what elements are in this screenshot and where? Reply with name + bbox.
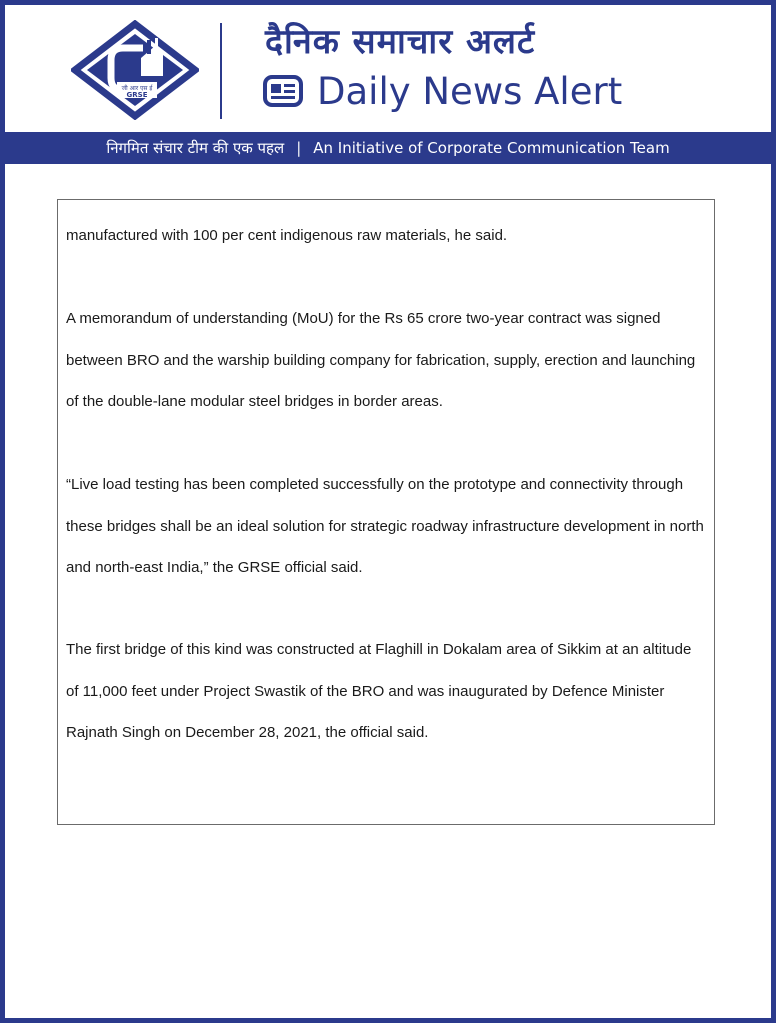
band-separator: | <box>296 139 302 157</box>
header-divider <box>220 23 222 119</box>
band-hindi-text: निगमित संचार टीम की एक पहल <box>106 139 285 157</box>
article-paragraph-2: A memorandum of understanding (MoU) for the Rs 65 crore two-year contract was signed between BRO and the warship building company for fabrication, supply, erection and launching of the double-lane modular steel bridges in border areas. <box>66 310 696 410</box>
logo-brand-text: GRSE <box>126 91 148 99</box>
header <box>5 5 771 132</box>
title-english-row <box>263 67 622 115</box>
grse-logo <box>71 20 199 120</box>
title-english: Daily News Alert <box>317 69 623 113</box>
band-english-text: An Initiative of Corporate Communication Team <box>313 139 670 157</box>
newspaper-icon <box>263 74 303 108</box>
article-paragraph-3: “Live load testing has been completed successfully on the prototype and connectivity through these bridges shall be an ideal solution for strategic roadway infrastructure development in north and north-east India,” the GRSE official said. <box>66 476 704 576</box>
logo-hindi-text: जी आर एस ई <box>121 85 153 92</box>
article-paragraph-4: The first bridge of this kind was constructed at Flaghill in Dokalam area of Sikkim at an altitude of 11,000 feet under Project Swastik of the BRO and was inaugurated by Defence Minister Rajnath Singh on December 28, 2021, the official said. <box>66 641 692 741</box>
article-paragraph-1: manufactured with 100 per cent indigenous raw materials, he said. <box>66 227 508 244</box>
article-box <box>57 199 715 825</box>
initiative-band <box>5 132 771 164</box>
title-hindi: दैनिक समाचार अलर्ट <box>265 22 536 62</box>
